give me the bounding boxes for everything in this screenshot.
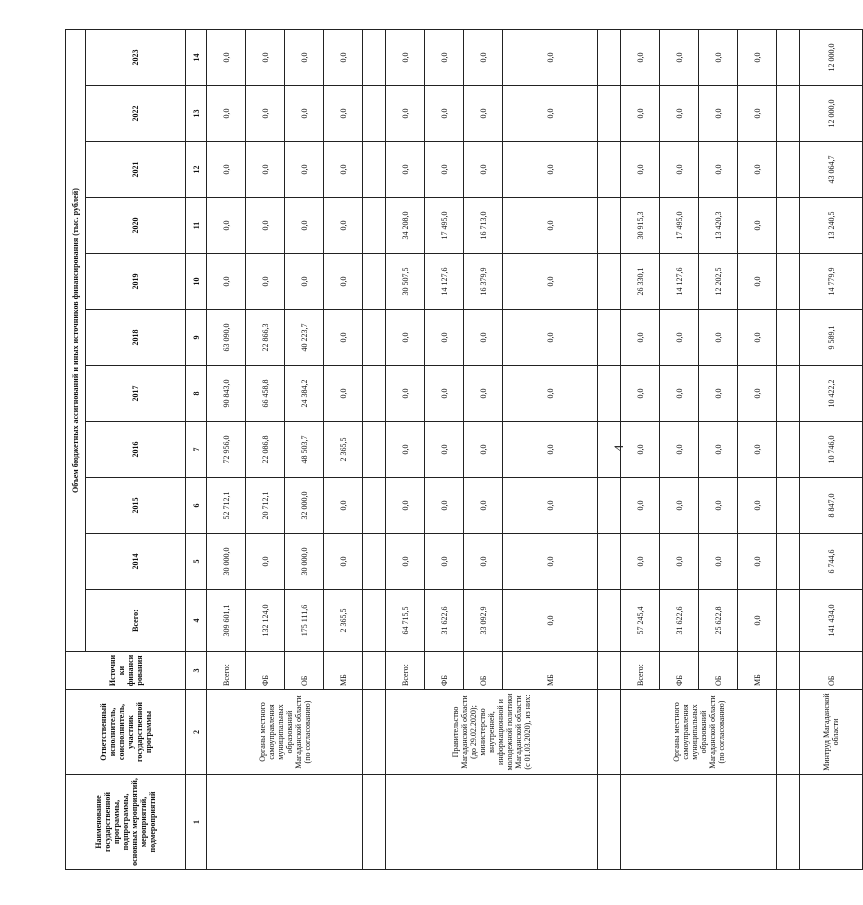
- value-cell: 0,0: [246, 86, 285, 142]
- spacer-row: [777, 29, 800, 869]
- value-cell: 0,0: [503, 366, 598, 422]
- value-cell: 30 507,5: [386, 254, 425, 310]
- spacer-cell: [598, 590, 621, 652]
- spacer-cell: [777, 690, 800, 775]
- value-cell: 0,0: [660, 422, 699, 478]
- value-cell: 0,0: [324, 478, 363, 534]
- value-cell: 0,0: [386, 29, 425, 85]
- total-cell: 175 111,6: [285, 590, 324, 652]
- value-cell: 0,0: [464, 478, 503, 534]
- value-cell: 10 422,2: [800, 366, 863, 422]
- value-cell: 0,0: [324, 254, 363, 310]
- value-cell: 0,0: [738, 86, 777, 142]
- value-cell: 0,0: [324, 142, 363, 198]
- source-cell: МБ: [738, 652, 777, 690]
- index-cell: 14: [186, 29, 207, 85]
- value-cell: 0,0: [285, 29, 324, 85]
- spacer-cell: [363, 86, 386, 142]
- value-cell: 0,0: [503, 534, 598, 590]
- spacer-cell: [598, 29, 621, 85]
- executor-cell: Органы местного самоуправления муниципальных образований Магаданской области (по согласованию): [207, 690, 363, 775]
- value-cell: 0,0: [621, 86, 660, 142]
- header-year: 2019: [86, 254, 186, 310]
- spacer-cell: [777, 422, 800, 478]
- value-cell: 0,0: [621, 422, 660, 478]
- value-cell: 0,0: [660, 366, 699, 422]
- index-cell: 11: [186, 198, 207, 254]
- value-cell: 17 495,0: [660, 198, 699, 254]
- spacer-cell: [363, 690, 386, 775]
- value-cell: 0,0: [738, 142, 777, 198]
- spacer-cell: [777, 366, 800, 422]
- source-cell: ОБ: [464, 652, 503, 690]
- value-cell: 14 779,9: [800, 254, 863, 310]
- spacer-cell: [363, 366, 386, 422]
- spacer-cell: [598, 422, 621, 478]
- value-cell: 0,0: [285, 198, 324, 254]
- value-cell: 0,0: [386, 142, 425, 198]
- value-cell: 0,0: [425, 86, 464, 142]
- value-cell: 0,0: [464, 142, 503, 198]
- value-cell: 34 208,0: [386, 198, 425, 254]
- value-cell: 0,0: [738, 366, 777, 422]
- table-row: [207, 29, 246, 869]
- value-cell: 0,0: [386, 478, 425, 534]
- value-cell: 0,0: [386, 534, 425, 590]
- value-cell: 0,0: [464, 86, 503, 142]
- value-cell: 16 379,9: [464, 254, 503, 310]
- value-cell: 0,0: [324, 86, 363, 142]
- value-cell: 0,0: [324, 310, 363, 366]
- value-cell: 0,0: [246, 198, 285, 254]
- value-cell: 0,0: [503, 254, 598, 310]
- value-cell: 8 847,0: [800, 478, 863, 534]
- value-cell: 90 843,0: [207, 366, 246, 422]
- value-cell: 24 384,2: [285, 366, 324, 422]
- spacer-cell: [598, 254, 621, 310]
- value-cell: 0,0: [246, 534, 285, 590]
- spacer-cell: [598, 534, 621, 590]
- spacer-cell: [363, 590, 386, 652]
- spacer-cell: [363, 422, 386, 478]
- spacer-cell: [598, 366, 621, 422]
- value-cell: 0,0: [464, 310, 503, 366]
- total-cell: 0,0: [503, 590, 598, 652]
- spacer-cell: [777, 86, 800, 142]
- index-cell: 10: [186, 254, 207, 310]
- source-cell: ОБ: [800, 652, 863, 690]
- value-cell: 17 495,0: [425, 198, 464, 254]
- total-cell: 0,0: [738, 590, 777, 652]
- row-name-cell: [621, 775, 777, 870]
- executor-cell: Органы местного самоуправления муниципальных образований Магаданской области (по согласованию): [621, 690, 777, 775]
- value-cell: 0,0: [738, 254, 777, 310]
- source-cell: Всего:: [621, 652, 660, 690]
- spacer-cell: [777, 198, 800, 254]
- value-cell: 66 458,8: [246, 366, 285, 422]
- value-cell: 52 712,1: [207, 478, 246, 534]
- value-cell: 0,0: [503, 422, 598, 478]
- spacer-cell: [363, 478, 386, 534]
- value-cell: 0,0: [660, 29, 699, 85]
- value-cell: 0,0: [738, 198, 777, 254]
- value-cell: 0,0: [660, 142, 699, 198]
- index-cell: 13: [186, 86, 207, 142]
- rotated-table-wrapper: [65, 30, 840, 870]
- spacer-cell: [598, 86, 621, 142]
- source-cell: Всего:: [207, 652, 246, 690]
- executor-cell: Правительство Магаданской области (до 29.02.2020); министерство внутренней, информационной и молодежной политики Магаданской области (с 01.03.2020), из них:: [386, 690, 598, 775]
- spacer-cell: [598, 775, 621, 870]
- value-cell: 9 589,1: [800, 310, 863, 366]
- value-cell: 2 365,5: [324, 422, 363, 478]
- value-cell: 0,0: [621, 478, 660, 534]
- value-cell: 0,0: [324, 366, 363, 422]
- spacer-cell: [363, 652, 386, 690]
- value-cell: 0,0: [621, 310, 660, 366]
- value-cell: 0,0: [386, 422, 425, 478]
- value-cell: 0,0: [660, 86, 699, 142]
- header-year: 2018: [86, 310, 186, 366]
- total-cell: 25 622,8: [699, 590, 738, 652]
- value-cell: 0,0: [621, 29, 660, 85]
- total-cell: 31 622,6: [660, 590, 699, 652]
- value-cell: 0,0: [207, 86, 246, 142]
- value-cell: 0,0: [738, 478, 777, 534]
- index-cell: 2: [186, 690, 207, 775]
- index-cell: 5: [186, 534, 207, 590]
- value-cell: 22 866,3: [246, 310, 285, 366]
- value-cell: 32 000,0: [285, 478, 324, 534]
- spacer-cell: [598, 142, 621, 198]
- spacer-cell: [777, 775, 800, 870]
- value-cell: 0,0: [699, 366, 738, 422]
- total-cell: 132 124,0: [246, 590, 285, 652]
- source-cell: МБ: [503, 652, 598, 690]
- value-cell: 14 127,6: [660, 254, 699, 310]
- value-cell: 0,0: [503, 478, 598, 534]
- source-cell: ФБ: [425, 652, 464, 690]
- table-row: [621, 29, 660, 869]
- header-total: Всего:: [86, 590, 186, 652]
- value-cell: 0,0: [285, 86, 324, 142]
- value-cell: 20 712,1: [246, 478, 285, 534]
- spacer-cell: [363, 534, 386, 590]
- value-cell: 0,0: [207, 29, 246, 85]
- value-cell: 40 223,7: [285, 310, 324, 366]
- value-cell: 0,0: [464, 366, 503, 422]
- executor-cell: Минтруд Магаданской области: [800, 690, 863, 775]
- value-cell: 0,0: [699, 422, 738, 478]
- value-cell: 0,0: [207, 142, 246, 198]
- value-cell: 0,0: [464, 534, 503, 590]
- header-executor: Ответственный исполнитель, соисполнитель, участник государственной программы: [66, 690, 186, 775]
- source-cell: МБ: [324, 652, 363, 690]
- value-cell: 0,0: [246, 142, 285, 198]
- header-year: 2017: [86, 366, 186, 422]
- value-cell: 30 915,3: [621, 198, 660, 254]
- spacer-cell: [777, 142, 800, 198]
- spacer-cell: [598, 198, 621, 254]
- spacer-cell: [598, 652, 621, 690]
- value-cell: 0,0: [386, 86, 425, 142]
- index-cell: 6: [186, 478, 207, 534]
- source-cell: ФБ: [246, 652, 285, 690]
- spacer-cell: [777, 534, 800, 590]
- value-cell: 0,0: [207, 198, 246, 254]
- page-number: 4: [611, 444, 626, 452]
- value-cell: 0,0: [425, 310, 464, 366]
- value-cell: 0,0: [660, 310, 699, 366]
- source-cell: ФБ: [660, 652, 699, 690]
- index-cell: 12: [186, 142, 207, 198]
- value-cell: 0,0: [464, 29, 503, 85]
- value-cell: 10 746,0: [800, 422, 863, 478]
- spacer-row: [598, 29, 621, 869]
- header-year: 2015: [86, 478, 186, 534]
- value-cell: 0,0: [699, 478, 738, 534]
- value-cell: 13 240,5: [800, 198, 863, 254]
- value-cell: 0,0: [464, 422, 503, 478]
- value-cell: 0,0: [503, 142, 598, 198]
- value-cell: 0,0: [621, 142, 660, 198]
- value-cell: 0,0: [425, 142, 464, 198]
- value-cell: 0,0: [425, 422, 464, 478]
- table-row: [386, 29, 425, 869]
- value-cell: 0,0: [738, 534, 777, 590]
- total-cell: 33 092,9: [464, 590, 503, 652]
- index-cell: 7: [186, 422, 207, 478]
- value-cell: 0,0: [324, 198, 363, 254]
- spacer-cell: [777, 310, 800, 366]
- value-cell: 0,0: [503, 310, 598, 366]
- header-year: 2021: [86, 142, 186, 198]
- spacer-cell: [363, 254, 386, 310]
- value-cell: 63 090,0: [207, 310, 246, 366]
- value-cell: 72 956,0: [207, 422, 246, 478]
- value-cell: 0,0: [699, 86, 738, 142]
- total-cell: 141 434,0: [800, 590, 863, 652]
- value-cell: 0,0: [386, 366, 425, 422]
- budget-table: [65, 29, 863, 870]
- header-year: 2014: [86, 534, 186, 590]
- spacer-cell: [363, 310, 386, 366]
- value-cell: 0,0: [386, 310, 425, 366]
- spacer-cell: [598, 478, 621, 534]
- value-cell: 0,0: [425, 534, 464, 590]
- value-cell: 0,0: [246, 254, 285, 310]
- value-cell: 30 000,0: [207, 534, 246, 590]
- index-row: [186, 29, 207, 869]
- value-cell: 0,0: [621, 534, 660, 590]
- spacer-cell: [363, 198, 386, 254]
- value-cell: 0,0: [660, 534, 699, 590]
- header-year: 2022: [86, 86, 186, 142]
- total-cell: 309 601,1: [207, 590, 246, 652]
- value-cell: 48 503,7: [285, 422, 324, 478]
- value-cell: 30 000,0: [285, 534, 324, 590]
- total-cell: 31 622,6: [425, 590, 464, 652]
- spacer-cell: [363, 775, 386, 870]
- spacer-cell: [777, 254, 800, 310]
- value-cell: 43 064,7: [800, 142, 863, 198]
- value-cell: 0,0: [738, 422, 777, 478]
- value-cell: 0,0: [699, 310, 738, 366]
- value-cell: 14 127,6: [425, 254, 464, 310]
- source-cell: ОБ: [285, 652, 324, 690]
- spacer-cell: [777, 652, 800, 690]
- index-cell: 4: [186, 590, 207, 652]
- spacer-cell: [363, 29, 386, 85]
- value-cell: 0,0: [207, 254, 246, 310]
- value-cell: 0,0: [699, 142, 738, 198]
- value-cell: 0,0: [503, 198, 598, 254]
- value-cell: 0,0: [699, 29, 738, 85]
- value-cell: 0,0: [425, 366, 464, 422]
- value-cell: 0,0: [738, 310, 777, 366]
- spacer-cell: [598, 310, 621, 366]
- header-year: 2023: [86, 29, 186, 85]
- spacer-cell: [363, 142, 386, 198]
- row-name-cell: [386, 775, 598, 870]
- value-cell: 0,0: [285, 254, 324, 310]
- source-cell: ОБ: [699, 652, 738, 690]
- index-cell: 8: [186, 366, 207, 422]
- value-cell: 13 420,3: [699, 198, 738, 254]
- value-cell: 0,0: [324, 29, 363, 85]
- row-name-cell: [800, 775, 863, 870]
- value-cell: 0,0: [660, 478, 699, 534]
- value-cell: 0,0: [324, 534, 363, 590]
- header-name: Наименование государственной программы, подпрограммы, основных мероприятий, мероприятий, подмероприятий: [66, 775, 186, 870]
- value-cell: 0,0: [503, 29, 598, 85]
- index-cell: 9: [186, 310, 207, 366]
- row-name-cell: [207, 775, 363, 870]
- spacer-cell: [777, 590, 800, 652]
- value-cell: 22 086,8: [246, 422, 285, 478]
- spacer-cell: [598, 690, 621, 775]
- spacer-cell: [777, 478, 800, 534]
- value-cell: 0,0: [285, 142, 324, 198]
- value-cell: 0,0: [246, 29, 285, 85]
- header-year: 2020: [86, 198, 186, 254]
- value-cell: 0,0: [621, 366, 660, 422]
- index-cell: 1: [186, 775, 207, 870]
- value-cell: 16 713,0: [464, 198, 503, 254]
- value-cell: 0,0: [425, 478, 464, 534]
- total-cell: 64 715,5: [386, 590, 425, 652]
- source-cell: Всего:: [386, 652, 425, 690]
- table-row: [800, 29, 863, 869]
- total-cell: 57 245,4: [621, 590, 660, 652]
- value-cell: 0,0: [699, 534, 738, 590]
- header-budget-group: Объем бюджетных ассигнований и иных источников финансирования (тыс. рублей): [66, 29, 86, 651]
- value-cell: 0,0: [425, 29, 464, 85]
- total-cell: 2 365,5: [324, 590, 363, 652]
- value-cell: 0,0: [503, 86, 598, 142]
- value-cell: 26 330,1: [621, 254, 660, 310]
- index-cell: 3: [186, 652, 207, 690]
- header-source: Источники финансирования: [66, 652, 186, 690]
- value-cell: 12 000,0: [800, 29, 863, 85]
- value-cell: 0,0: [738, 29, 777, 85]
- spacer-row: [363, 29, 386, 869]
- header-year: 2016: [86, 422, 186, 478]
- value-cell: 6 744,6: [800, 534, 863, 590]
- spacer-cell: [777, 29, 800, 85]
- value-cell: 12 000,0: [800, 86, 863, 142]
- value-cell: 12 202,5: [699, 254, 738, 310]
